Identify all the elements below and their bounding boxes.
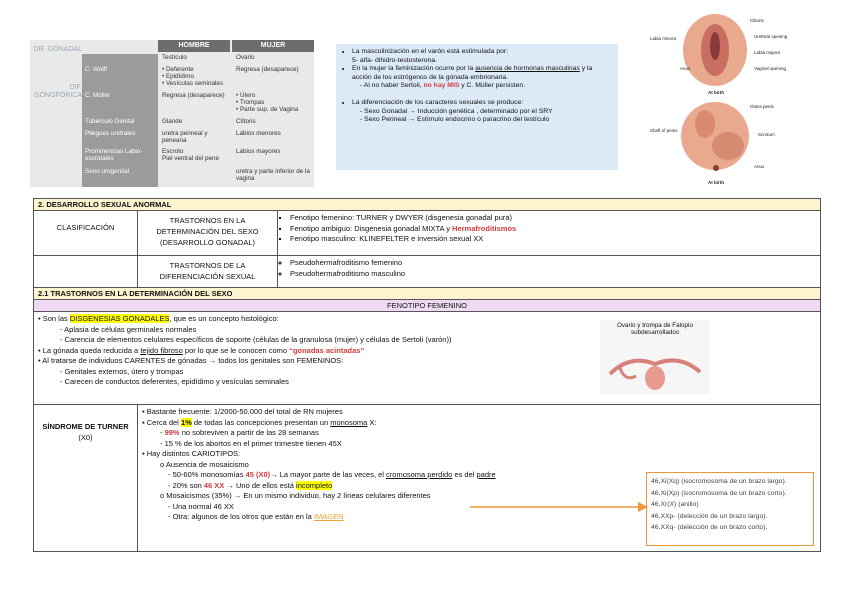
cell: • Útero • Trompas • Parte sup. de Vagina	[236, 92, 299, 113]
cell: Seno urogenital	[85, 168, 130, 175]
info-bullet: • La masculinización en el varón está estimulada por: 5- alfa- dihidro-testosterona.	[352, 48, 612, 65]
cell: Escroto Piel ventral del pene	[162, 148, 220, 162]
info-bullet: • La diferenciación de los caracteres sexuales se produce: - Sexo Gonadal → Inducción genética , determinado por el SRY - Sexo Perineal → Estímulo endocrino o paracrino del testículo	[352, 99, 612, 125]
turner-line: - 20% son 46 XX → Uno de ellos está incompleto	[168, 480, 333, 490]
anat-label: Urethral opening	[754, 34, 788, 39]
row-label-gonoforica: DIF. GONOFÓRICA	[34, 84, 82, 99]
header-hombre: HOMBRE	[158, 40, 230, 52]
ovary-image	[600, 320, 710, 394]
cell: • Deferente • Epidídimo • Vesículas seminales	[162, 66, 224, 87]
classification-row-1	[34, 211, 820, 256]
cell: uretra perineal y peneana	[162, 130, 208, 144]
section-2-title: 2. DESARROLLO SEXUAL ANORMAL	[34, 199, 820, 211]
cell: Regresa (desaparece)	[162, 92, 225, 99]
turner-line: ▪ Cerca del 1% de todas las concepciones presentan un monosoma X:	[142, 417, 377, 427]
karyotype-box	[646, 472, 814, 546]
turner-line: - Una normal 46 XX	[168, 501, 234, 511]
turner-line: ▪ Bastante frecuente: 1/2000-50.000 del total de RN mujeres	[142, 407, 343, 416]
turner-label: SÍNDROME DE TURNER (X0)	[34, 405, 138, 551]
cell: Glande	[162, 118, 183, 125]
classification-row-2	[34, 256, 820, 288]
turner-line: - 15 % de los abortos en el primer trimestre tienen 45X	[160, 438, 342, 448]
cell: Regresa (desaparece)	[236, 66, 299, 73]
karyotype-item: 46,Xi(Xp) (isocromosoma de un brazo corto).	[651, 489, 787, 497]
cell: Clítoris	[236, 118, 256, 125]
anat-label: At birth	[708, 180, 724, 185]
arrow-icon	[470, 500, 650, 514]
turner-line: o Mosaicismos (35%) → En un mismo individuo, hay 2 líneas celulares diferentes	[160, 491, 431, 500]
header-mujer: MUJER	[232, 40, 314, 52]
info-bullet: • En la mujer la feminización ocurre por la ausencia de hormonas masculinas y la acción de los estrógenos de la gónada embrionaria. - Al no haber Sertoli, no hay MIS y C. Müller persisten.	[352, 65, 612, 91]
turner-line: - Otra: algunos de los otros que están en la IMAGEN	[168, 512, 344, 521]
cell: Ovario	[236, 54, 255, 61]
trastornos-determinacion: TRASTORNOS EN LA DETERMINACIÓN DEL SEXO (DESARROLLO GONADAL)	[138, 211, 278, 255]
anat-label: Labia minora	[650, 36, 677, 41]
dif-item: ◦ Pseudohermafroditismo masculino	[290, 269, 820, 280]
dif-item: ◦ Pseudohermafroditismo femenino	[290, 258, 820, 269]
cell: Labios mayores	[236, 148, 281, 155]
karyotype-item: 46,XXq- (delección de un brazo corto).	[651, 524, 768, 531]
turner-line: - 50-60% monosomías 45 (X0)→ La mayor parte de las veces, el cromosoma perdido es del padre	[168, 470, 496, 479]
cell: Labios menores	[236, 130, 281, 137]
classification-label: CLASIFICACIÓN	[34, 211, 138, 255]
turner-line: o Ausencia de mosaicismo	[160, 459, 249, 469]
anat-label: Anus	[754, 164, 765, 169]
cell: Tubérculo Genital	[85, 118, 135, 125]
ovary-caption: Ovario y trompa de Falopio subdesarrollados	[617, 322, 693, 336]
anat-label: Shaft of penis	[650, 128, 678, 133]
anat-label: Clitoris	[750, 18, 764, 23]
turner-line: ▪ Hay distintos CARIOTIPOS:	[142, 449, 241, 458]
anat-label: Scrotum	[758, 132, 775, 137]
trastornos-diferenciacion: TRASTORNOS DE LA DIFERENCIACIÓN SEXUAL	[138, 256, 278, 287]
turner-line: - 99% no sobreviven a partir de las 28 semanas	[160, 428, 319, 437]
cell: C. Müller	[85, 92, 111, 99]
anat-label: Anus	[680, 66, 691, 71]
cell: Testículo	[162, 54, 187, 61]
info-box	[336, 44, 618, 170]
anat-label: At birth	[708, 90, 724, 95]
cell: C. Wolff	[85, 66, 108, 73]
genital-anatomy-illustration	[650, 8, 800, 190]
cell: uretra y parte inferior de la vagina	[236, 168, 310, 182]
anat-label: Glans penis	[750, 104, 774, 109]
karyotype-item: 46,XXp- (delección de un brazo largo).	[651, 512, 768, 520]
det-item: ▪ Fenotipo masculino: KLINEFELTER e inversión sexual XX	[290, 234, 820, 245]
det-item: ▪ Fenotipo ambiguo: Disgenesia gonadal MIXTA y Hermafroditismos	[290, 224, 820, 235]
anat-label: Vaginal opening	[754, 66, 786, 71]
cell: Prominencias Labio-escrotales	[85, 148, 143, 162]
fenotipo-femenino-header: FENOTIPO FEMENINO	[34, 300, 820, 312]
karyotype-item: 46,Xr(X) (anillo)	[651, 501, 699, 508]
karyotype-item: 46,Xi(Xq) (isocromosoma de un brazo largo).	[651, 478, 787, 485]
section-2-1-title: 2.1 TRASTORNOS EN LA DETERMINACIÓN DEL SEXO	[34, 288, 820, 300]
det-item: ▪ Fenotipo femenino: TURNER y DWYER (disgenesia gonadal pura)	[290, 213, 820, 224]
row-label-gonadal: DIF. GONADAL	[33, 46, 82, 53]
embryology-table-image	[30, 40, 314, 187]
disgenesias-block: • Son las DISGENESIAS GONADALES, que es un concepto histológico: - Aplasia de células germinales normales - Carencia de elementos celulares específicos de soporte (células de la granulosa (mujer) y células de Sertoli (varón)) • La gónada queda reducida a tejido fibroso por lo que se le conocen como “gonadas acintadas” • Al tratarse de individuos CARENTES de gónadas → todos los genitales son FEMENINOS: - Genitales externos, útero y trompas - Carecen de conductos deferentes, epidídimo y vesículas seminales Ovario y trompa de Falopio subdesarrollados	[34, 312, 820, 405]
cell: Pliegues uretrales	[85, 130, 136, 137]
anat-label: Labia majora	[754, 50, 781, 55]
